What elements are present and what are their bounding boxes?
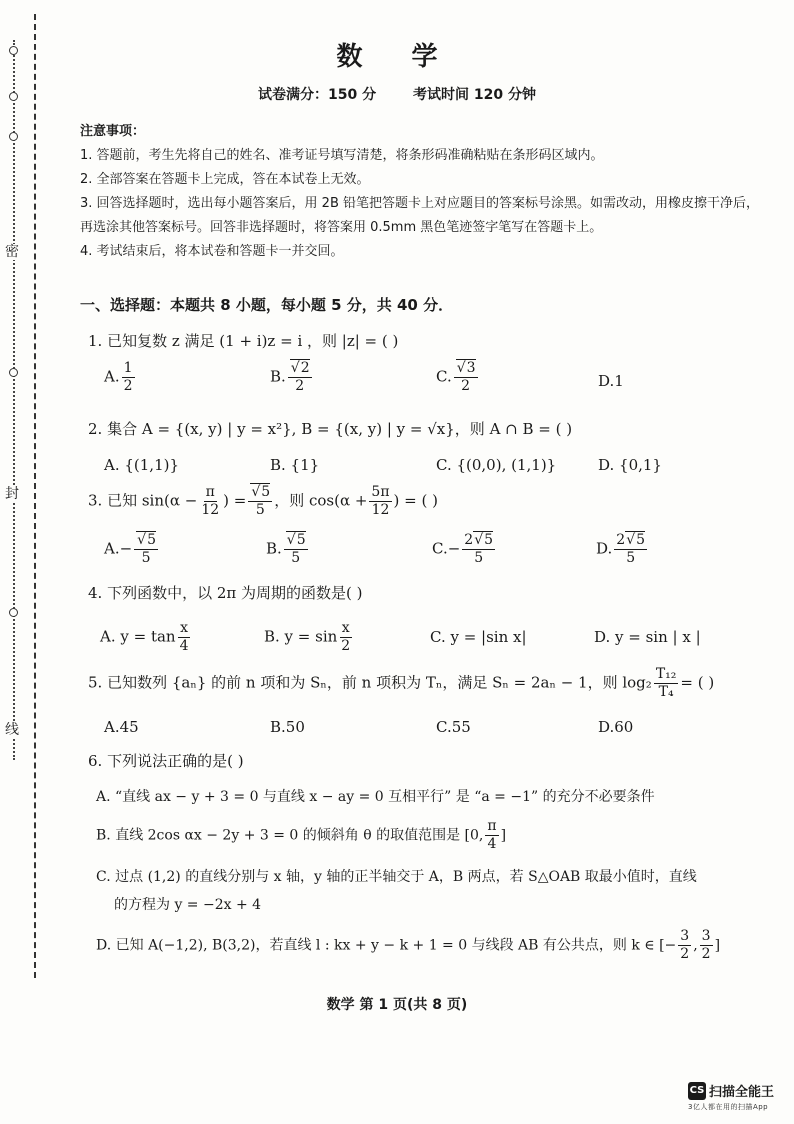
q3-option-c: C.− $\frac{2√ 5}{5}$ [432,532,497,567]
q1-option-c: C. √ $\frac{3}{2}$ [436,360,480,395]
full-score: 试卷满分：150 分 [258,87,377,103]
binding-dashed-line [34,14,36,978]
scanner-watermark [688,1080,792,1112]
notes-heading: 注意事项： [80,124,146,139]
q5-option-b: B.50 [270,718,305,736]
note-item: 4. 考试结束后，将本试卷和答题卡一并交回。 [80,244,344,259]
q1-option-b: B. √ $\frac{2}{2}$ [270,360,314,395]
question-5-stem: 5. 已知数列 {aₙ} 的前 n 项和为 Sₙ，前 n 项积为 Tₙ，满足 Sₙ = 2aₙ − 1，则 log₂ $\frac{\text{T₁₂}}{\text{T₄}}$ = ( ) [88,666,715,700]
q1-option-d: D.1 [598,372,624,390]
question-2-stem: 2. 集合 A = {(x, y) | y = x²}, B = {(x, y) | y = √x}，则 A ∩ B = ( ) [88,420,573,438]
q6-option-c-line2: 的方程为 y = −2x + 4 [114,897,262,913]
q5-option-d: D.60 [598,718,634,736]
page-title: 数 学 [336,42,458,72]
q6-option-c-line1: C. 过点 (1,2) 的直线分别与 x 轴，y 轴的正半轴交于 A，B 两点，若 S△OAB 取最小值时，直线 [96,869,697,885]
q3-option-d: D. $\frac{2√ 5}{5}$ [596,532,649,567]
notes-block [80,120,780,264]
q6-option-d: D. 已知 A(−1,2), B(3,2)，若直线 l : kx + y − k + 1 = 0 与线段 AB 有公共点，则 k ∈ [− $\frac{3}{2}$ , $\frac{3}{2}$ ] [96,928,721,962]
q3-option-b: B. √ $\frac{5}{5}$ [266,532,310,567]
note-item: 2. 全部答案在答题卡上完成，答在本试卷上无效。 [80,172,370,187]
seal-char: 线 [5,722,19,738]
q4-option-b: B. y = sin $\frac{x}{2}$ [264,620,351,654]
q6-option-b: B. 直线 2cos αx − 2y + 3 = 0 的倾斜角 θ 的取值范围是 [0, $\frac{\pi}{4}$ ] [96,818,507,852]
q2-option-b: B. {1} [270,456,320,474]
question-6-stem: 6. 下列说法正确的是( ) [88,752,244,770]
q4-option-a: A. y = tan $\frac{x}{4}$ [100,620,189,654]
note-item: 再选涂其他答案标号。回答非选择题时，将答案用 0.5mm 黑色笔迹签字笔写在答题卡上。 [80,220,603,235]
binding-dotted-line [13,40,15,760]
scanner-tagline: 3亿人都在用的扫描App [688,1103,769,1111]
page-footer: 数学 第 1 页(共 8 页) [326,997,468,1013]
question-4-stem: 4. 下列函数中，以 2π 为周期的函数是( ) [88,584,363,602]
section-heading: 一、选择题：本题共 8 小题，每小题 5 分，共 40 分． [80,296,454,314]
q3-option-a: A.− √ $\frac{5}{5}$ [104,532,160,567]
question-3-stem: 3. 已知 sin(α − $\frac{\pi}{12}$ ) = √ $\frac{5}{5}$ ，则 cos(α + $\frac{5\pi}{12}$ ) = ( ) [88,484,438,519]
q2-option-d: D. {0,1} [598,456,662,474]
q6-option-a: A. “直线 ax − y + 3 = 0 与直线 x − ay = 0 互相平行” 是 “a = −1” 的充分不必要条件 [96,789,655,805]
seal-char: 密 [5,244,19,260]
q1-option-a: A. $\frac{1}{2}$ [104,360,133,394]
seal-char: 封 [5,486,19,502]
q5-option-a: A.45 [104,718,139,736]
q4-option-c: C. y = |sin x| [430,628,527,646]
q4-option-d: D. y = sin | x | [594,628,701,646]
q5-option-c: C.55 [436,718,471,736]
binding-ring [9,132,18,141]
q2-option-a: A. {(1,1)} [104,456,180,474]
binding-ring [9,368,18,377]
binding-ring [9,608,18,617]
question-1-stem: 1. 已知复数 z 满足 (1 + i)z = i ，则 |z| = ( ) [88,332,399,350]
exam-info [0,84,794,104]
exam-duration: 考试时间 120 分钟 [413,87,536,103]
note-item: 3. 回答选择题时，选出每小题答案后，用 2B 铅笔把答题卡上对应题目的答案标号涂黑。如需改动，用橡皮擦干净后， [80,196,759,211]
note-item: 1. 答题前，考生先将自己的姓名、准考证号填写清楚，将条形码准确粘贴在条形码区域内。 [80,148,604,163]
q2-option-c: C. {(0,0), (1,1)} [436,456,557,474]
scanner-name: 扫描全能王 [709,1085,775,1100]
camscanner-logo-icon: CS [688,1082,706,1100]
